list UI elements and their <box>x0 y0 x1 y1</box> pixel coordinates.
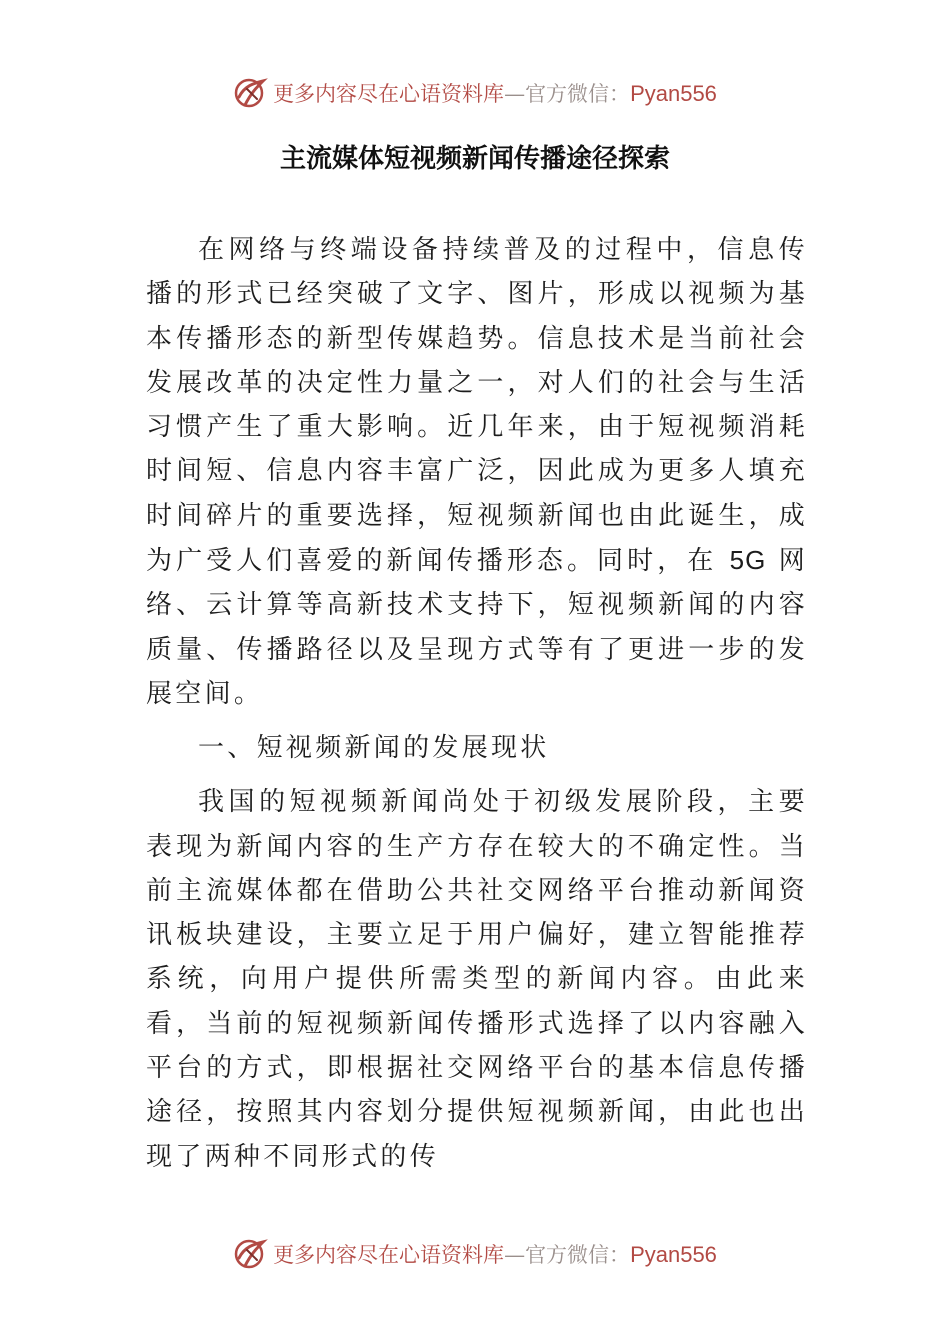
watermark-wechat-label: 官方微信： <box>525 1243 631 1267</box>
red-ribbon-logo-icon <box>233 75 269 111</box>
paragraph-status: 我国的短视频新闻尚处于初级发展阶段，主要表现为新闻内容的生产方存在较大的不确定性。当前主流媒体都在借助公共社交网络平台推动新闻资讯板块建设，主要立足于用户偏好，建立智能推荐系统，向用户提供所需类型的新闻内容。由此来看，当前的短视频新闻传播形式选择了以内容融入平台的方式，即根据社交网络平台的基本信息传播途径，按照其内容划分提供短视频新闻，由此也出现了两种不同形式的传 <box>146 787 808 1172</box>
paragraph-intro-text-a: 在网络与终端设备持续普及的过程中，信息传播的形式已经突破了文字、图片，形成以视频为基本传播形态的新型传媒趋势。信息技术是当前社会发展改革的决定性力量之一，对人们的社会与生活习惯产生了重大影响。近几年来，由于短视频消耗时间短、信息内容丰富广泛，因此成为更多人填充时间碎片的重要选择，短视频新闻也由此诞生，成为广受人们喜爱的新闻传播形态。同时，在 <box>146 235 808 577</box>
watermark-wechat-label: 官方微信： <box>525 82 631 106</box>
red-ribbon-logo-icon <box>233 1236 269 1272</box>
watermark-text <box>273 78 717 108</box>
watermark-site-name: 更多内容尽在心语资料库 <box>273 1243 505 1267</box>
watermark-site-name: 更多内容尽在心语资料库 <box>273 82 505 106</box>
paragraph-intro <box>146 228 808 716</box>
footer-watermark <box>0 1234 950 1274</box>
watermark-wechat-id: Pyan556 <box>630 1242 717 1267</box>
watermark-wechat-id: Pyan556 <box>630 81 717 106</box>
header-watermark <box>0 73 950 113</box>
paragraph-intro-number: 5G <box>729 545 767 576</box>
paragraph-intro-text-b: 网络、云计算等高新技术支持下，短视频新闻的内容质量、传播路径以及呈现方式等有了更进一步的发展空间。 <box>146 546 808 709</box>
document-title: 主流媒体短视频新闻传播途径探索 <box>279 144 670 174</box>
watermark-dash: — <box>504 1243 526 1267</box>
section-heading: 一、短视频新闻的发展现状 <box>198 733 550 764</box>
watermark-text <box>273 1239 717 1269</box>
document-body <box>146 228 808 1179</box>
watermark-dash: — <box>504 82 526 106</box>
